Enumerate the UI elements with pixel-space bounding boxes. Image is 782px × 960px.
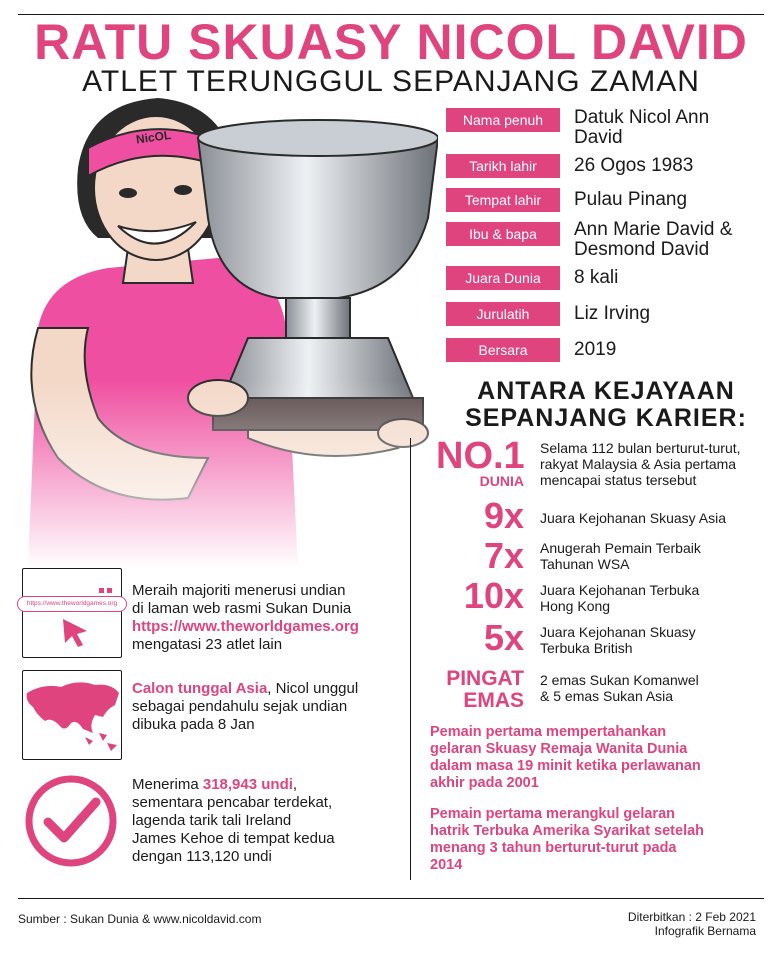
achievement-text: Selama 112 bulan berturut-turut, rakyat Malaysia & Asia pertama mencapai status tersebut (540, 440, 741, 488)
achievement-number: 9x (483, 495, 524, 536)
browser-dots (99, 578, 113, 583)
profile-label: Tarikh lahir (446, 154, 560, 178)
fact-1-text: Meraih majoriti menerusi undian di laman web rasmi Sukan Dunia https://www.theworldgames.org mengatasi 23 atlet lain (132, 582, 402, 654)
asia-map-icon (22, 670, 122, 760)
profile-value: Liz Irving (574, 303, 651, 324)
profile-value: Ann Marie David & (574, 219, 733, 240)
fact-3-text: Menerima 318,943 undi, sementara pencabar terdekat, lagenda tarik tali Ireland James Kehoe di tempat kedua dengan 113,120 undi (132, 776, 335, 865)
achievement-text: Anugerah Pemain Terbaik Tahunan WSA (540, 540, 701, 572)
infographic-credit: Infografik Bernama (654, 924, 756, 938)
achievement-text: Juara Kejohanan Skuasy Terbuka British (540, 624, 696, 656)
achievement-paragraph-1: Pemain pertama mempertahankan gelaran Skuasy Remaja Wanita Dunia dalam masa 19 minit ketika perlawanan akhir pada 2001 (430, 724, 701, 791)
achievement-number: PINGAT (446, 667, 524, 690)
publish-info (628, 910, 756, 938)
check-circle-icon (22, 772, 120, 870)
achievement-number-sub: EMAS (463, 689, 524, 712)
browser-address-bar (17, 596, 127, 612)
achievements-heading-line2: SEPANJANG KARIER: (465, 404, 747, 432)
profile-value: Datuk Nicol Ann (574, 107, 710, 128)
achievements-heading-line1: ANTARA KEJAYAAN (477, 377, 735, 405)
profile-label: Bersara (446, 338, 560, 362)
worldgames-link[interactable]: https://www.theworldgames.org (132, 618, 359, 635)
browser-url: https://www.theworldgames.org (26, 600, 118, 607)
profile-label: Tempat lahir (446, 188, 560, 212)
source-credit: Sumber : Sukan Dunia & www.nicoldavid.com (18, 912, 262, 926)
achievement-number: 7x (483, 535, 524, 576)
column-divider (410, 438, 411, 880)
profile-label: Ibu & bapa (446, 222, 560, 246)
achievements-heading (436, 378, 776, 432)
profile-label: Jurulatih (446, 302, 560, 326)
profile-value-cont: Desmond David (574, 239, 710, 260)
bottom-rule (18, 898, 764, 899)
achievement-paragraph-2: Pemain pertama merangkul gelaran hatrik Terbuka Amerika Syarikat setelah menang 3 tahun berturut-turut pada 2014 (430, 806, 705, 873)
achievement-text: Juara Kejohanan Terbuka Hong Kong (540, 582, 700, 614)
profile-value: 8 kali (574, 267, 619, 288)
fact-2-text: Calon tunggal Asia, Nicol unggul sebagai pendahulu sejak undian dibuka pada 8 Jan (132, 680, 359, 733)
profile-label: Juara Dunia (446, 266, 560, 290)
browser-window-icon (22, 568, 122, 658)
profile-label: Nama penuh (446, 108, 560, 132)
achievement-text: Juara Kejohanan Skuasy Asia (540, 510, 727, 526)
asia-candidate-highlight: Calon tunggal Asia (132, 680, 268, 697)
achievement-number: 10x (463, 575, 524, 616)
profile-value: 26 Ogos 1983 (574, 155, 694, 176)
player-trophy-illustration (18, 98, 438, 568)
achievement-text: 2 emas Sukan Komanwel & 5 emas Sukan Asia (540, 672, 699, 704)
page-subtitle: ATLET TERUNGGUL SEPANJANG ZAMAN (82, 65, 700, 98)
profile-value: Pulau Pinang (574, 189, 688, 210)
achievement-number: NO.1 (436, 435, 525, 477)
profile-value: 2019 (574, 339, 617, 360)
cursor-icon (61, 617, 91, 649)
page-title: RATU SKUASY NICOL DAVID (34, 14, 748, 70)
publish-date: Diterbitkan : 2 Feb 2021 (627, 910, 756, 924)
asia-map-shape (23, 671, 121, 759)
achievement-number-sub: DUNIA (479, 473, 524, 489)
achievement-number: 5x (483, 617, 524, 658)
votes-highlight: 318,943 undi (202, 776, 293, 793)
profile-value-cont: David (574, 127, 623, 148)
